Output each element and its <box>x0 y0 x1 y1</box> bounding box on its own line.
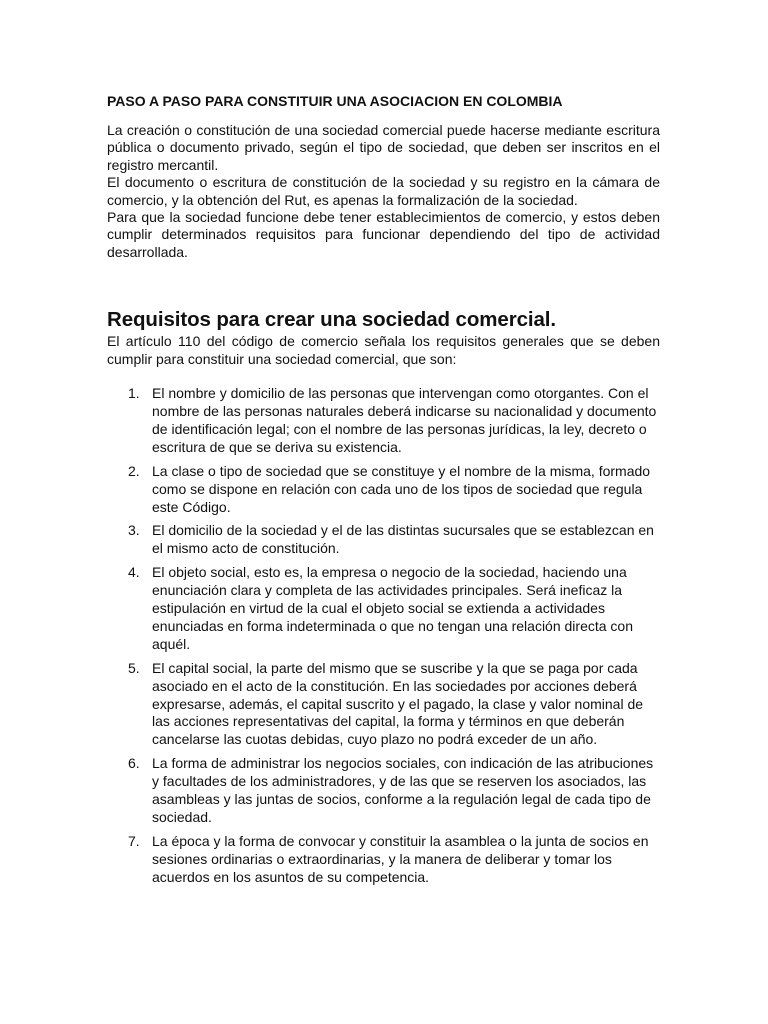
list-item <box>107 463 657 517</box>
list-item-number: 2. <box>128 462 140 479</box>
list-item-number: 1. <box>128 385 140 402</box>
list-item-text: El capital social, la parte del mismo que se suscribe y la que se paga por cada asociado en el acto de la constitución. En las sociedades por acciones deberá expresarse, además, el capital suscrito y el pagado, la clase y valor nominal de las acciones representativas del capital, la forma y términos en que deberán cancelarse las cuotas debidas, cuyo plazo no podrá exceder de un año. <box>152 659 644 748</box>
list-item-number: 7. <box>128 832 140 849</box>
list-item-text: El objeto social, esto es, la empresa o negocio de la sociedad, haciendo una enunciación clara y completa de las actividades principales. Será ineficaz la estipulación en virtud de la cual el objeto social se extienda a actividades enunciadas en forma indeterminada o que no tengan una relación directa con aquél. <box>152 564 633 652</box>
list-item <box>107 385 657 457</box>
list-item <box>107 833 657 887</box>
registration-paragraph: El documento o escritura de constitución de la sociedad y su registro en la cámara de comercio, y la obtención del Rut, es apenas la formalización de la sociedad. <box>107 174 660 208</box>
list-item <box>107 522 657 558</box>
document-page <box>107 92 660 893</box>
list-item-text: La época y la forma de convocar y constituir la asamblea o la junta de socios en sesiones ordinarias o extraordinarias, y la manera de deliberar y tomar los acuerdos en los asuntos de su competencia. <box>152 832 649 885</box>
list-item-number: 3. <box>128 522 140 539</box>
establishments-paragraph: Para que la sociedad funcione debe tener establecimientos de comercio, y estos deben cumplir determinados requisitos para funcionar dependiendo del tipo de actividad desarrollada. <box>107 209 660 260</box>
list-item-text: La clase o tipo de sociedad que se constituye y el nombre de la misma, formado como se dispone en relación con cada uno de los tipos de sociedad que regula este Código. <box>152 462 651 515</box>
list-item-number: 4. <box>128 564 140 581</box>
list-item <box>107 564 657 654</box>
list-item-text: La forma de administrar los negocios sociales, con indicación de las atribuciones y facultades de los administradores, y de las que se reserven los asociados, las asambleas y las juntas de socios, conforme a la regulación legal de cada tipo de sociedad. <box>152 755 654 825</box>
list-item <box>107 755 657 827</box>
requirements-list <box>107 385 660 887</box>
list-item-number: 5. <box>128 659 140 676</box>
section-intro: El artículo 110 del código de comercio señala los requisitos generales que se deben cumplir para constituir una sociedad comercial, que son: <box>107 333 660 367</box>
intro-paragraph: La creación o constitución de una sociedad comercial puede hacerse mediante escritura pública o documento privado, según el tipo de sociedad, que deben ser inscritos en el registro mercantil. <box>107 122 660 173</box>
section-heading: Requisitos para crear una sociedad comercial. <box>107 308 556 332</box>
document-title: PASO A PASO PARA CONSTITUIR UNA ASOCIACION EN COLOMBIA <box>107 93 563 109</box>
list-item <box>107 660 657 750</box>
list-item-number: 6. <box>128 755 140 772</box>
list-item-text: El nombre y domicilio de las personas que intervengan como otorgantes. Con el nombre de las personas naturales deberá indicarse su nacionalidad y documento de identificación legal; con el nombre de las personas jurídicas, la ley, decreto o escritura de que se deriva su existencia. <box>152 385 657 455</box>
list-item-text: El domicilio de la sociedad y el de las distintas sucursales que se establezcan en el mismo acto de constitución. <box>152 522 654 557</box>
